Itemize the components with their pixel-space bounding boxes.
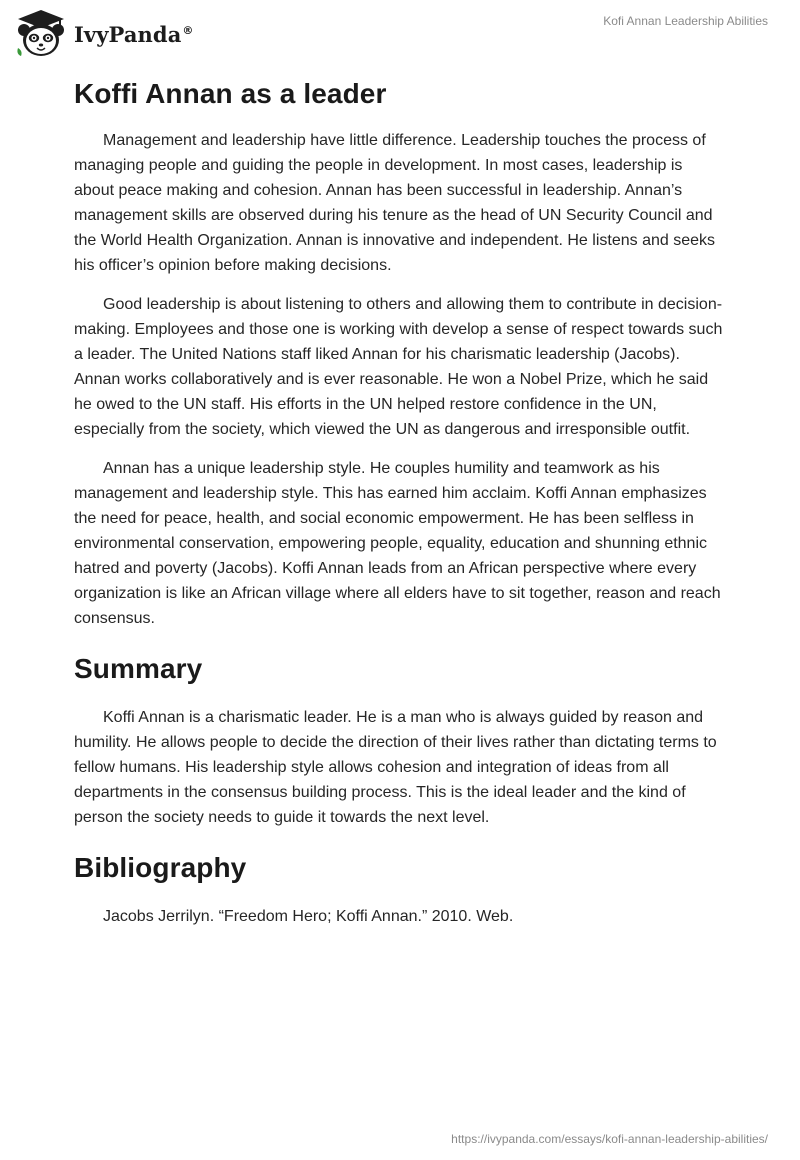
section-heading: Bibliography (74, 852, 247, 883)
brand-logo[interactable] (14, 8, 194, 58)
summary-section (74, 649, 724, 830)
paragraph: Annan has a unique leadership style. He couples humility and teamwork as his management and leadership style. This has earned him acclaim. Koffi Annan emphasizes the need for peace, health, and social economic empowerment. He has been selfless in environmental conservation, empowering people, equality, education and shunning ethnic hatred and poverty (Jacobs). Koffi Annan leads from an African perspective where every organization is like an African village where all elders have to sit together, reason and reach consensus. (74, 460, 721, 627)
panda-graduate-icon (14, 8, 68, 58)
section-heading: Koffi Annan as a leader (74, 78, 387, 109)
paragraph: Koffi Annan is a charismatic leader. He is a man who is always guided by reason and humility. He allows people to decide the direction of their lives rather than dictating terms to fellow humans. His leadership style allows cohesion and integration of ideas from all departments in the consensus building process. This is the ideal leader and the kind of person the society needs to guide it towards the next level. (74, 709, 717, 826)
section-heading: Summary (74, 653, 203, 684)
leader-section (74, 74, 724, 631)
bibliography-section (74, 848, 724, 929)
document-title: Kofi Annan Leadership Abilities (603, 14, 768, 28)
brand-name: IvyPanda® (74, 21, 194, 47)
essay-content (74, 70, 724, 943)
source-url-link[interactable]: https://ivypanda.com/essays/kofi-annan-leadership-abilities/ (451, 1132, 768, 1146)
paragraph: Management and leadership have little difference. Leadership touches the process of managing people and guiding the people in development. In most cases, leadership is about peace making and cohesion. Annan has been successful in leadership. Annan’s management skills are observed during his tenure as the head of UN Security Council and the World Health Organization. Annan is innovative and independent. He listens and seeks his officer’s opinion before making decisions. (74, 132, 715, 274)
paragraph: Good leadership is about listening to others and allowing them to contribute in decision-making. Employees and those one is working with develop a sense of respect towards such a leader. The United Nations staff liked Annan for his charismatic leadership (Jacobs). Annan works collaboratively and is ever reasonable. He won a Nobel Prize, which he said he owed to the UN staff. His efforts in the UN helped restore confidence in the UN, especially from the society, which viewed the UN as dangerous and irresponsible outfit. (74, 296, 723, 438)
registered-mark: ® (182, 23, 194, 37)
bibliography-entry: Jacobs Jerrilyn. “Freedom Hero; Koffi Annan.” 2010. Web. (103, 908, 514, 925)
